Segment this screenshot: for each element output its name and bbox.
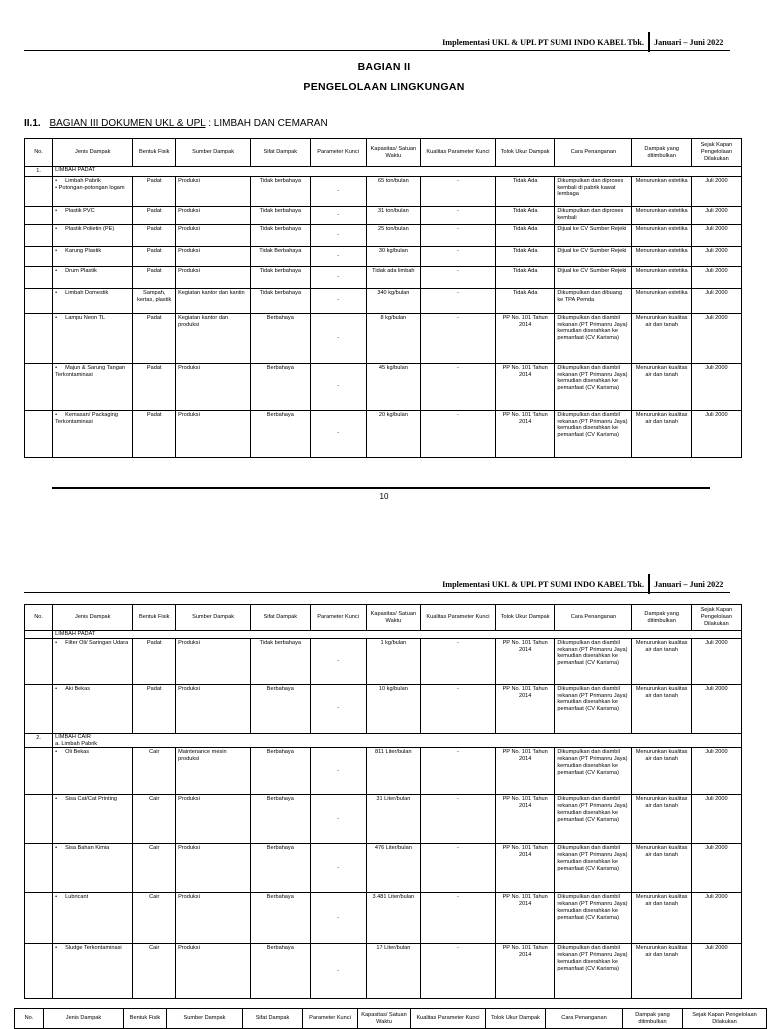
parameter-kunci-cell: - xyxy=(310,206,366,224)
kualitas-parameter-cell: - xyxy=(420,844,495,893)
tolok-ukur-cell: Tidak Ada xyxy=(495,288,554,313)
col-sifat-dampak-header: Sifat Dampak xyxy=(243,1009,303,1029)
col-sumber-dampak-header: Sumber Dampak xyxy=(176,605,251,631)
sumber-dampak-cell: Maintenance mesin produksi xyxy=(176,748,251,795)
tolok-ukur-cell: PP No. 101 Tahun 2014 xyxy=(495,844,554,893)
bentuk-fisik-cell: Cair xyxy=(133,844,176,893)
sumber-dampak-cell: Produksi xyxy=(176,410,251,457)
group-row xyxy=(25,733,742,748)
kualitas-parameter-cell: - xyxy=(420,266,495,288)
col-cara-penanganan-header: Cara Penanganan xyxy=(555,139,632,167)
parameter-kunci-cell: - xyxy=(310,288,366,313)
header-document-title: Implementasi UKL & UPL PT SUMI INDO KABEL Tbk. xyxy=(442,580,644,589)
footer-rule xyxy=(52,487,710,489)
tolok-ukur-cell: Tidak Ada xyxy=(495,224,554,246)
sifat-dampak-cell: Tidak berbahaya xyxy=(251,206,310,224)
dampak-ditimbulkan-cell: Menurunkan kualitas air dan tanah xyxy=(632,944,691,999)
dampak-ditimbulkan-cell: Menurunkan kualitas air dan tanah xyxy=(632,363,691,410)
sumber-dampak-cell: Produksi xyxy=(176,176,251,206)
group-row xyxy=(25,631,742,639)
col-sumber-dampak-header: Sumber Dampak xyxy=(167,1009,243,1029)
jenis-dampak-cell: • Sisa Cat/Cat Printing xyxy=(53,795,133,844)
sumber-dampak-cell: Produksi xyxy=(176,638,251,684)
sejak-kapan-cell: Juli 2000 xyxy=(691,684,741,733)
col-jenis-dampak-header: Jenis Dampak xyxy=(53,139,133,167)
row-number xyxy=(25,224,53,246)
parameter-kunci-cell: - xyxy=(310,246,366,266)
kapasitas-cell: 811 Liter/bulan xyxy=(366,748,420,795)
sumber-dampak-cell: Produksi xyxy=(176,266,251,288)
col-tolok-ukur-header: Tolok Ukur Dampak xyxy=(495,605,554,631)
sifat-dampak-cell: Berbahaya xyxy=(251,944,310,999)
jenis-dampak-cell: • Plastik PVC xyxy=(53,206,133,224)
sifat-dampak-cell: Berbahaya xyxy=(251,844,310,893)
dampak-ditimbulkan-cell: Menurunkan estetika xyxy=(632,288,691,313)
row-number xyxy=(25,684,53,733)
tolok-ukur-cell: PP No. 101 Tahun 2014 xyxy=(495,363,554,410)
tolok-ukur-cell: PP No. 101 Tahun 2014 xyxy=(495,410,554,457)
tolok-ukur-cell: PP No. 101 Tahun 2014 xyxy=(495,748,554,795)
dampak-ditimbulkan-cell: Menurunkan estetika xyxy=(632,266,691,288)
row-number xyxy=(25,748,53,795)
col-kapasitas-header: Kapasitas/ Satuan Waktu xyxy=(366,605,420,631)
dampak-ditimbulkan-cell: Menurunkan estetika xyxy=(632,224,691,246)
jenis-dampak-cell: • Limbah Pabrik • Potongan-potongan logam xyxy=(53,176,133,206)
cara-penanganan-cell: Dikumpulkan dan dibuang ke TPA Pemda xyxy=(555,288,632,313)
cara-penanganan-cell: Dikumpulkan dan diambil rekanan (PT Primanru Jaya) kemudian diserahkan ke pemanfaat (CV Karisma) xyxy=(555,795,632,844)
tolok-ukur-cell: PP No. 101 Tahun 2014 xyxy=(495,944,554,999)
header-period: Januari – Juni 2022 xyxy=(654,38,724,47)
dampak-ditimbulkan-cell: Menurunkan estetika xyxy=(632,206,691,224)
sifat-dampak-cell: Berbahaya xyxy=(251,313,310,363)
kualitas-parameter-cell: - xyxy=(420,176,495,206)
sejak-kapan-cell: Juli 2000 xyxy=(691,944,741,999)
cara-penanganan-cell: Dikumpulkan dan diambil rekanan (PT Primanru Jaya) kemudian diserahkan ke pemanfaat (CV Karisma) xyxy=(555,684,632,733)
table-row xyxy=(25,246,742,266)
jenis-dampak-cell: • Kemasan/ Packaging Terkontaminasi xyxy=(53,410,133,457)
bentuk-fisik-cell: Padat xyxy=(133,246,176,266)
row-number xyxy=(25,266,53,288)
parameter-kunci-cell: - xyxy=(310,893,366,944)
kualitas-parameter-cell: - xyxy=(420,748,495,795)
group-label: LIMBAH CAIR a. Limbah Pabrik xyxy=(53,733,742,748)
sifat-dampak-cell: Berbahaya xyxy=(251,684,310,733)
jenis-dampak-cell: • Sisa Bahan Kimia xyxy=(53,844,133,893)
tolok-ukur-cell: PP No. 101 Tahun 2014 xyxy=(495,684,554,733)
kualitas-parameter-cell: - xyxy=(420,224,495,246)
sumber-dampak-cell: Kegiatan kantor dan kantin xyxy=(176,288,251,313)
cara-penanganan-cell: Dikumpulkan dan diambil rekanan (PT Primanru Jaya) kemudian diserahkan ke pemanfaat (CV Karisma) xyxy=(555,363,632,410)
sifat-dampak-cell: Tidak Berbahaya xyxy=(251,246,310,266)
parameter-kunci-cell: - xyxy=(310,638,366,684)
col-bentuk-fisik-header: Bentuk Fisik xyxy=(133,605,176,631)
cara-penanganan-cell: Dikumpulkan dan diambil rekanan (PT Primanru Jaya) kemudian diserahkan ke pemanfaat (CV Karisma) xyxy=(555,844,632,893)
sifat-dampak-cell: Berbahaya xyxy=(251,410,310,457)
jenis-dampak-cell: • Majun & Sarung Tangan Terkontaminasi xyxy=(53,363,133,410)
tolok-ukur-cell: Tidak Ada xyxy=(495,206,554,224)
kualitas-parameter-cell: - xyxy=(420,795,495,844)
table-row xyxy=(25,893,742,944)
col-no-header: No. xyxy=(25,139,53,167)
sejak-kapan-cell: Juli 2000 xyxy=(691,313,741,363)
row-number xyxy=(25,246,53,266)
dampak-ditimbulkan-cell: Menurunkan kualitas air dan tanah xyxy=(632,844,691,893)
jenis-dampak-cell: • Plastik Polietin (PE) xyxy=(53,224,133,246)
section-title: PENGELOLAAN LINGKUNGAN xyxy=(303,81,465,93)
col-jenis-dampak-header: Jenis Dampak xyxy=(44,1009,124,1029)
kualitas-parameter-cell: - xyxy=(420,893,495,944)
sejak-kapan-cell: Juli 2000 xyxy=(691,893,741,944)
dampak-ditimbulkan-cell: Menurunkan kualitas air dan tanah xyxy=(632,638,691,684)
col-sejak-kapan-header: Sejak Kapan Pengelolaan Dilakukan xyxy=(683,1009,767,1029)
cara-penanganan-cell: Dijual ke CV Sumber Rejeki xyxy=(555,246,632,266)
col-dampak-ditimbulkan-header: Dampak yang ditimbulkan xyxy=(632,605,691,631)
cara-penanganan-cell: Dikumpulkan dan diproses kembali xyxy=(555,206,632,224)
table-row xyxy=(25,266,742,288)
row-number xyxy=(25,844,53,893)
col-bentuk-fisik-header: Bentuk Fisik xyxy=(133,139,176,167)
group-row xyxy=(25,167,742,177)
parameter-kunci-cell: - xyxy=(310,795,366,844)
row-number xyxy=(25,176,53,206)
row-number xyxy=(25,363,53,410)
dampak-ditimbulkan-cell: Menurunkan kualitas air dan tanah xyxy=(632,795,691,844)
bentuk-fisik-cell: Padat xyxy=(133,176,176,206)
dampak-ditimbulkan-cell: Menurunkan kualitas air dan tanah xyxy=(632,893,691,944)
parameter-kunci-cell: - xyxy=(310,844,366,893)
row-number xyxy=(25,893,53,944)
row-number xyxy=(25,638,53,684)
table-row xyxy=(25,638,742,684)
sifat-dampak-cell: Tidak berbahaya xyxy=(251,224,310,246)
table-row xyxy=(25,684,742,733)
kualitas-parameter-cell: - xyxy=(420,206,495,224)
sejak-kapan-cell: Juli 2000 xyxy=(691,246,741,266)
sejak-kapan-cell: Juli 2000 xyxy=(691,206,741,224)
col-kapasitas-header: Kapasitas/ Satuan Waktu xyxy=(358,1009,411,1029)
sifat-dampak-cell: Berbahaya xyxy=(251,363,310,410)
cara-penanganan-cell: Dijual ke CV Sumber Rejeki xyxy=(555,266,632,288)
kapasitas-cell: 17 Liter/bulan xyxy=(366,944,420,999)
col-kapasitas-header: Kapasitas/ Satuan Waktu xyxy=(366,139,420,167)
bentuk-fisik-cell: Padat xyxy=(133,313,176,363)
col-jenis-dampak-header: Jenis Dampak xyxy=(53,605,133,631)
col-sejak-kapan-header: Sejak Kapan Pengelolaan Dilakukan xyxy=(691,139,741,167)
kualitas-parameter-cell: - xyxy=(420,313,495,363)
group-number xyxy=(25,631,53,639)
sejak-kapan-cell: Juli 2000 xyxy=(691,176,741,206)
col-parameter-kunci-header: Parameter Kunci xyxy=(310,605,366,631)
header-separator xyxy=(648,32,650,52)
header-separator xyxy=(648,574,650,594)
bentuk-fisik-cell: Padat xyxy=(133,684,176,733)
sejak-kapan-cell: Juli 2000 xyxy=(691,224,741,246)
section-bagian: BAGIAN II xyxy=(357,61,411,73)
row-number xyxy=(25,944,53,999)
col-kualitas-parameter-header: Kualitas Parameter Kunci xyxy=(420,139,495,167)
header-document-title: Implementasi UKL & UPL PT SUMI INDO KABEL Tbk. xyxy=(442,38,644,47)
group-number: 1. xyxy=(25,167,53,177)
bentuk-fisik-cell: Padat xyxy=(133,363,176,410)
col-cara-penanganan-header: Cara Penanganan xyxy=(555,605,632,631)
bentuk-fisik-cell: Padat xyxy=(133,638,176,684)
sejak-kapan-cell: Juli 2000 xyxy=(691,844,741,893)
row-number xyxy=(25,795,53,844)
col-no-header: No. xyxy=(15,1009,44,1029)
table-row xyxy=(25,795,742,844)
header-rule xyxy=(24,50,730,51)
col-no-header: No. xyxy=(25,605,53,631)
subsection-heading xyxy=(24,118,328,129)
jenis-dampak-cell: • Lampu Neon TL xyxy=(53,313,133,363)
bentuk-fisik-cell: Padat xyxy=(133,410,176,457)
sumber-dampak-cell: Produksi xyxy=(176,795,251,844)
parameter-kunci-cell: - xyxy=(310,266,366,288)
cara-penanganan-cell: Dikumpulkan dan diambil rekanan (PT Primanru Jaya) kemudian diserahkan ke pemanfaat (CV Karisma) xyxy=(555,748,632,795)
bentuk-fisik-cell: Padat xyxy=(133,224,176,246)
bentuk-fisik-cell: Cair xyxy=(133,795,176,844)
parameter-kunci-cell: - xyxy=(310,944,366,999)
waste-table-page2 xyxy=(24,604,742,999)
sejak-kapan-cell: Juli 2000 xyxy=(691,748,741,795)
table-row xyxy=(25,224,742,246)
sejak-kapan-cell: Juli 2000 xyxy=(691,288,741,313)
subsection-rest: : LIMBAH DAN CEMARAN xyxy=(208,118,328,129)
jenis-dampak-cell: • Sludge Terkontaminasi xyxy=(53,944,133,999)
parameter-kunci-cell: - xyxy=(310,684,366,733)
sifat-dampak-cell: Berbahaya xyxy=(251,795,310,844)
table-row xyxy=(25,313,742,363)
cara-penanganan-cell: Dikumpulkan dan diambil rekanan (PT Primanru Jaya) kemudian diserahkan ke pemanfaat (CV Karisma) xyxy=(555,410,632,457)
dampak-ditimbulkan-cell: Menurunkan estetika xyxy=(632,246,691,266)
col-cara-penanganan-header: Cara Penanganan xyxy=(546,1009,623,1029)
col-parameter-kunci-header: Parameter Kunci xyxy=(310,139,366,167)
cara-penanganan-cell: Dikumpulkan dan diambil rekanan (PT Primanru Jaya) kemudian diserahkan ke pemanfaat (CV Karisma) xyxy=(555,638,632,684)
col-dampak-ditimbulkan-header: Dampak yang ditimbulkan xyxy=(623,1009,683,1029)
tolok-ukur-cell: Tidak Ada xyxy=(495,176,554,206)
jenis-dampak-cell: • Limbah Domestik xyxy=(53,288,133,313)
table-row xyxy=(25,363,742,410)
table-row xyxy=(25,176,742,206)
sifat-dampak-cell: Berbahaya xyxy=(251,893,310,944)
col-bentuk-fisik-header: Bentuk Fisik xyxy=(124,1009,167,1029)
bentuk-fisik-cell: Cair xyxy=(133,944,176,999)
subsection-link[interactable]: BAGIAN III DOKUMEN UKL & UPL xyxy=(49,118,206,129)
group-label: LIMBAH PADAT xyxy=(53,167,742,177)
sejak-kapan-cell: Juli 2000 xyxy=(691,266,741,288)
jenis-dampak-cell: • Filter Oli/ Saringan Udara xyxy=(53,638,133,684)
kapasitas-cell: 10 kg/bulan xyxy=(366,684,420,733)
header-rule xyxy=(24,592,730,593)
group-number: 2. xyxy=(25,733,53,748)
col-sifat-dampak-header: Sifat Dampak xyxy=(251,139,310,167)
sumber-dampak-cell: Produksi xyxy=(176,363,251,410)
col-tolok-ukur-header: Tolok Ukur Dampak xyxy=(495,139,554,167)
sifat-dampak-cell: Berbahaya xyxy=(251,748,310,795)
sumber-dampak-cell: Produksi xyxy=(176,944,251,999)
col-tolok-ukur-header: Tolok Ukur Dampak xyxy=(486,1009,546,1029)
jenis-dampak-cell: • Lubricant xyxy=(53,893,133,944)
dampak-ditimbulkan-cell: Menurunkan estetika xyxy=(632,176,691,206)
col-parameter-kunci-header: Parameter Kunci xyxy=(303,1009,358,1029)
table-row xyxy=(25,944,742,999)
sumber-dampak-cell: Produksi xyxy=(176,224,251,246)
sumber-dampak-cell: Produksi xyxy=(176,246,251,266)
col-dampak-ditimbulkan-header: Dampak yang ditimbulkan xyxy=(632,139,691,167)
row-number xyxy=(25,288,53,313)
kapasitas-cell: 1 kg/bulan xyxy=(366,638,420,684)
bentuk-fisik-cell: Padat xyxy=(133,206,176,224)
row-number xyxy=(25,206,53,224)
sejak-kapan-cell: Juli 2000 xyxy=(691,363,741,410)
kapasitas-cell: 476 Liter/bulan xyxy=(366,844,420,893)
cara-penanganan-cell: Dikumpulkan dan diproses kembali di pabrik kawat lembaga xyxy=(555,176,632,206)
table-row xyxy=(25,410,742,457)
kapasitas-cell: 20 kg/bulan xyxy=(366,410,420,457)
tolok-ukur-cell: PP No. 101 Tahun 2014 xyxy=(495,313,554,363)
page-header xyxy=(0,34,768,56)
kualitas-parameter-cell: - xyxy=(420,363,495,410)
kapasitas-cell: Tidak ada limbah xyxy=(366,266,420,288)
jenis-dampak-cell: • Oli Bekas xyxy=(53,748,133,795)
page-header-2 xyxy=(0,576,768,598)
sifat-dampak-cell: Tidak berbahaya xyxy=(251,288,310,313)
col-kualitas-parameter-header: Kualitas Parameter Kunci xyxy=(420,605,495,631)
kualitas-parameter-cell: - xyxy=(420,246,495,266)
col-sejak-kapan-header: Sejak Kapan Pengelolaan Dilakukan xyxy=(691,605,741,631)
waste-table-page3-header xyxy=(14,1008,767,1029)
dampak-ditimbulkan-cell: Menurunkan kualitas air dan tanah xyxy=(632,748,691,795)
bentuk-fisik-cell: Padat xyxy=(133,266,176,288)
sumber-dampak-cell: Produksi xyxy=(176,684,251,733)
sifat-dampak-cell: Tidak berbahaya xyxy=(251,638,310,684)
kapasitas-cell: 3.481 Liter/bulan xyxy=(366,893,420,944)
page-number: 10 xyxy=(379,492,389,501)
tolok-ukur-cell: Tidak Ada xyxy=(495,246,554,266)
tolok-ukur-cell: Tidak Ada xyxy=(495,266,554,288)
jenis-dampak-cell: • Drum Plastik xyxy=(53,266,133,288)
table-row xyxy=(25,748,742,795)
cara-penanganan-cell: Dikumpulkan dan diambil rekanan (PT Primanru Jaya) kemudian diserahkan ke pemanfaat (CV Karisma) xyxy=(555,893,632,944)
parameter-kunci-cell: - xyxy=(310,363,366,410)
sumber-dampak-cell: Produksi xyxy=(176,206,251,224)
sejak-kapan-cell: Juli 2000 xyxy=(691,638,741,684)
jenis-dampak-cell: • Aki Bekas xyxy=(53,684,133,733)
bentuk-fisik-cell: Cair xyxy=(133,748,176,795)
sifat-dampak-cell: Tidak berbahaya xyxy=(251,266,310,288)
kualitas-parameter-cell: - xyxy=(420,638,495,684)
dampak-ditimbulkan-cell: Menurunkan kualitas air dan tanah xyxy=(632,313,691,363)
kapasitas-cell: 340 kg/bulan xyxy=(366,288,420,313)
sumber-dampak-cell: Kegiatan kantor dan produksi xyxy=(176,313,251,363)
row-number xyxy=(25,410,53,457)
kapasitas-cell: 65 ton/bulan xyxy=(366,176,420,206)
kapasitas-cell: 25 ton/bulan xyxy=(366,224,420,246)
subsection-number: II.1. xyxy=(24,118,41,129)
table-row xyxy=(25,206,742,224)
parameter-kunci-cell: - xyxy=(310,410,366,457)
kapasitas-cell: 30 kg/bulan xyxy=(366,246,420,266)
kualitas-parameter-cell: - xyxy=(420,684,495,733)
sumber-dampak-cell: Produksi xyxy=(176,844,251,893)
table-row xyxy=(25,844,742,893)
jenis-dampak-cell: • Karung Plastik xyxy=(53,246,133,266)
kapasitas-cell: 45 kg/bulan xyxy=(366,363,420,410)
col-kualitas-parameter-header: Kualitas Parameter Kunci xyxy=(411,1009,486,1029)
header-period: Januari – Juni 2022 xyxy=(654,580,724,589)
col-sumber-dampak-header: Sumber Dampak xyxy=(176,139,251,167)
kualitas-parameter-cell: - xyxy=(420,944,495,999)
waste-table-page1 xyxy=(24,138,742,458)
kapasitas-cell: 31 Liter/bulan xyxy=(366,795,420,844)
parameter-kunci-cell: - xyxy=(310,176,366,206)
kapasitas-cell: 31 ton/bulan xyxy=(366,206,420,224)
sejak-kapan-cell: Juli 2000 xyxy=(691,795,741,844)
sejak-kapan-cell: Juli 2000 xyxy=(691,410,741,457)
tolok-ukur-cell: PP No. 101 Tahun 2014 xyxy=(495,893,554,944)
parameter-kunci-cell: - xyxy=(310,224,366,246)
cara-penanganan-cell: Dijual ke CV Sumber Rejeki xyxy=(555,224,632,246)
sifat-dampak-cell: Tidak berbahaya xyxy=(251,176,310,206)
sumber-dampak-cell: Produksi xyxy=(176,893,251,944)
table-row xyxy=(25,288,742,313)
cara-penanganan-cell: Dikumpulkan dan diambil rekanan (PT Primanru Jaya) kemudian diserahkan ke pemanfaat (CV Karisma) xyxy=(555,313,632,363)
row-number xyxy=(25,313,53,363)
tolok-ukur-cell: PP No. 101 Tahun 2014 xyxy=(495,638,554,684)
cara-penanganan-cell: Dikumpulkan dan diambil rekanan (PT Primanru Jaya) kemudian diserahkan ke pemanfaat (CV Karisma) xyxy=(555,944,632,999)
dampak-ditimbulkan-cell: Menurunkan kualitas air dan tanah xyxy=(632,410,691,457)
parameter-kunci-cell: - xyxy=(310,748,366,795)
kualitas-parameter-cell: - xyxy=(420,288,495,313)
dampak-ditimbulkan-cell: Menurunkan kualitas air dan tanah xyxy=(632,684,691,733)
bentuk-fisik-cell: Sampah, kertas, plastik xyxy=(133,288,176,313)
group-label: LIMBAH PADAT xyxy=(53,631,742,639)
col-sifat-dampak-header: Sifat Dampak xyxy=(251,605,310,631)
parameter-kunci-cell: - xyxy=(310,313,366,363)
tolok-ukur-cell: PP No. 101 Tahun 2014 xyxy=(495,795,554,844)
kualitas-parameter-cell: - xyxy=(420,410,495,457)
bentuk-fisik-cell: Cair xyxy=(133,893,176,944)
kapasitas-cell: 8 kg/bulan xyxy=(366,313,420,363)
